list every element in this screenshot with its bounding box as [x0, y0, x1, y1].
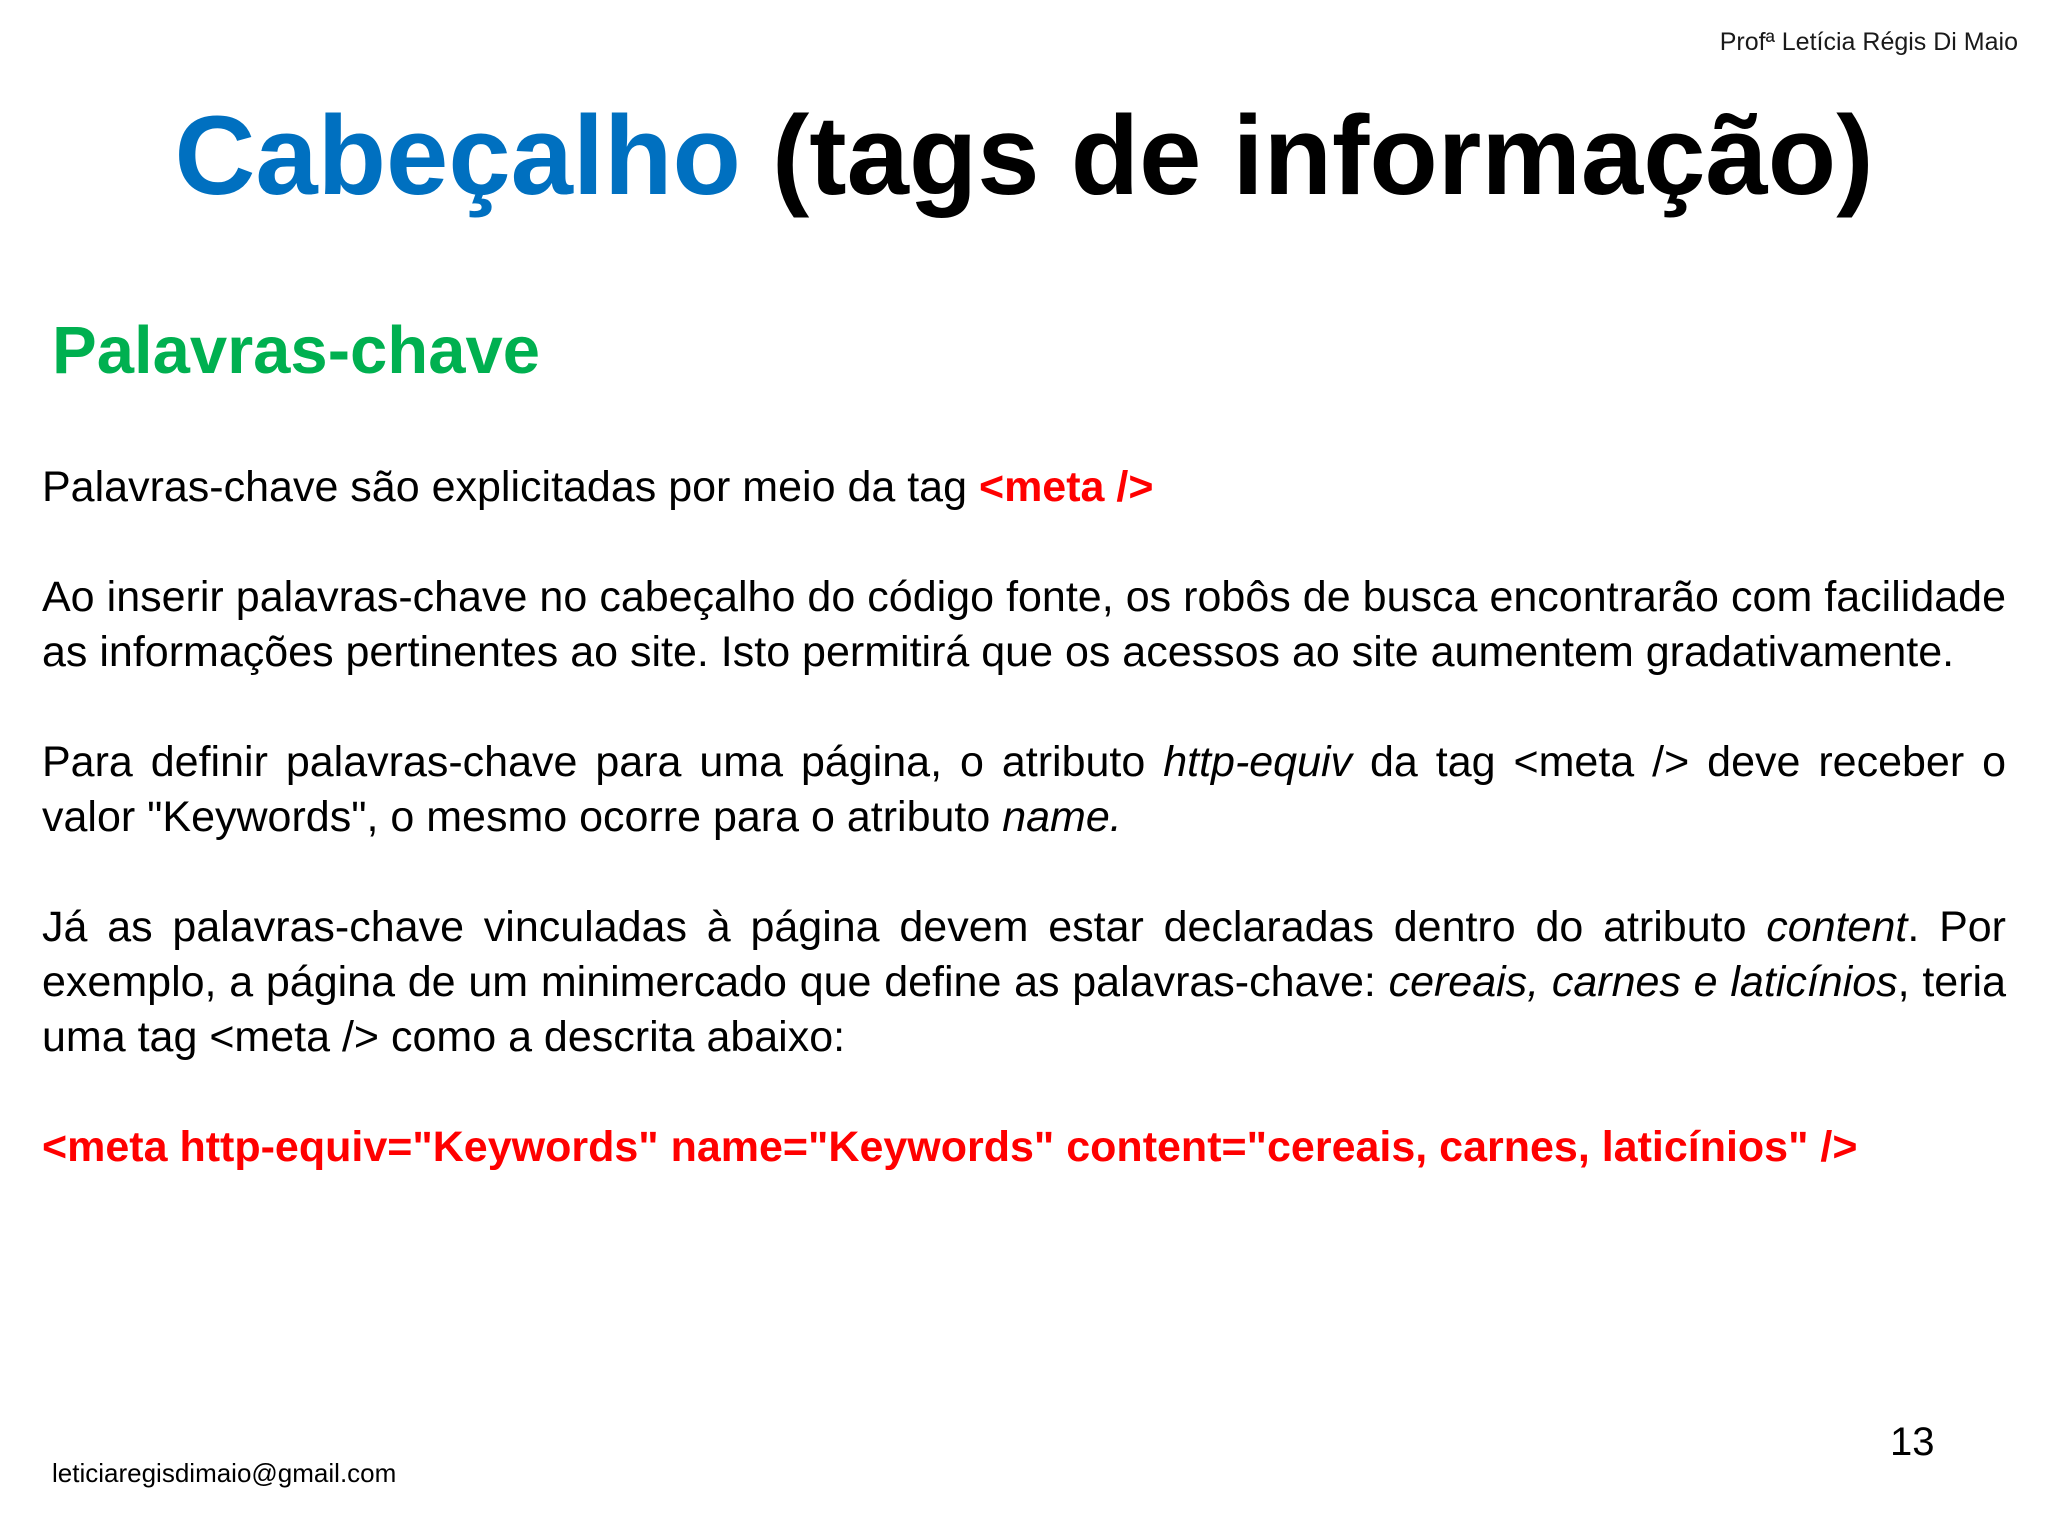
footer-email: leticiaregisdimaio@gmail.com	[52, 1458, 397, 1488]
paragraph-4-part1: Já as palavras-chave vinculadas à página devem estar declaradas dentro do atributo	[42, 903, 1767, 951]
author-name: Profª Letícia Régis Di Maio	[1719, 28, 2018, 56]
title-rest: (tags de informação)	[740, 93, 1874, 218]
title-highlight: Cabeçalho	[174, 93, 741, 218]
paragraph-4-part2: . Por exemplo, a página de um minimercado que define as palavras-chave:	[42, 903, 2006, 1006]
meta-tag-highlight: <meta />	[978, 463, 1154, 511]
paragraph-4-italic2: cereais, carnes e laticínios	[1388, 958, 1898, 1006]
paragraph-3-part2: da tag <meta /> deve receber o valor "Keywords", o mesmo ocorre para o atributo	[42, 738, 2006, 841]
paragraph-1-text: Palavras-chave são explicitadas por meio da tag	[42, 463, 979, 511]
page-number: 13	[1890, 1420, 1935, 1464]
paragraph-4	[42, 900, 2006, 1065]
paragraph-3-italic1: http-equiv	[1163, 738, 1353, 786]
section-subtitle: Palavras-chave	[52, 313, 540, 388]
paragraph-2: Ao inserir palavras-chave no cabeçalho do código fonte, os robôs de busca encontrarão com facilidade as informações pertinentes ao site. Isto permitirá que os acessos ao site aumentem gradativamente.	[42, 573, 2006, 676]
paragraph-4-part3: , teria uma tag <meta /> como a descrita abaixo:	[42, 958, 2006, 1061]
slide-body	[42, 460, 2006, 1175]
paragraph-3	[42, 735, 2006, 845]
code-example: <meta http-equiv="Keywords" name="Keywords" content="cereais, carnes, laticínios" />	[42, 1123, 1858, 1171]
paragraph-1	[42, 460, 2006, 515]
slide-title	[0, 92, 2048, 221]
paragraph-4-italic1: content	[1766, 903, 1908, 951]
paragraph-3-italic2: name.	[1002, 793, 1122, 841]
paragraph-3-part1: Para definir palavras-chave para uma página, o atributo	[42, 738, 1164, 786]
